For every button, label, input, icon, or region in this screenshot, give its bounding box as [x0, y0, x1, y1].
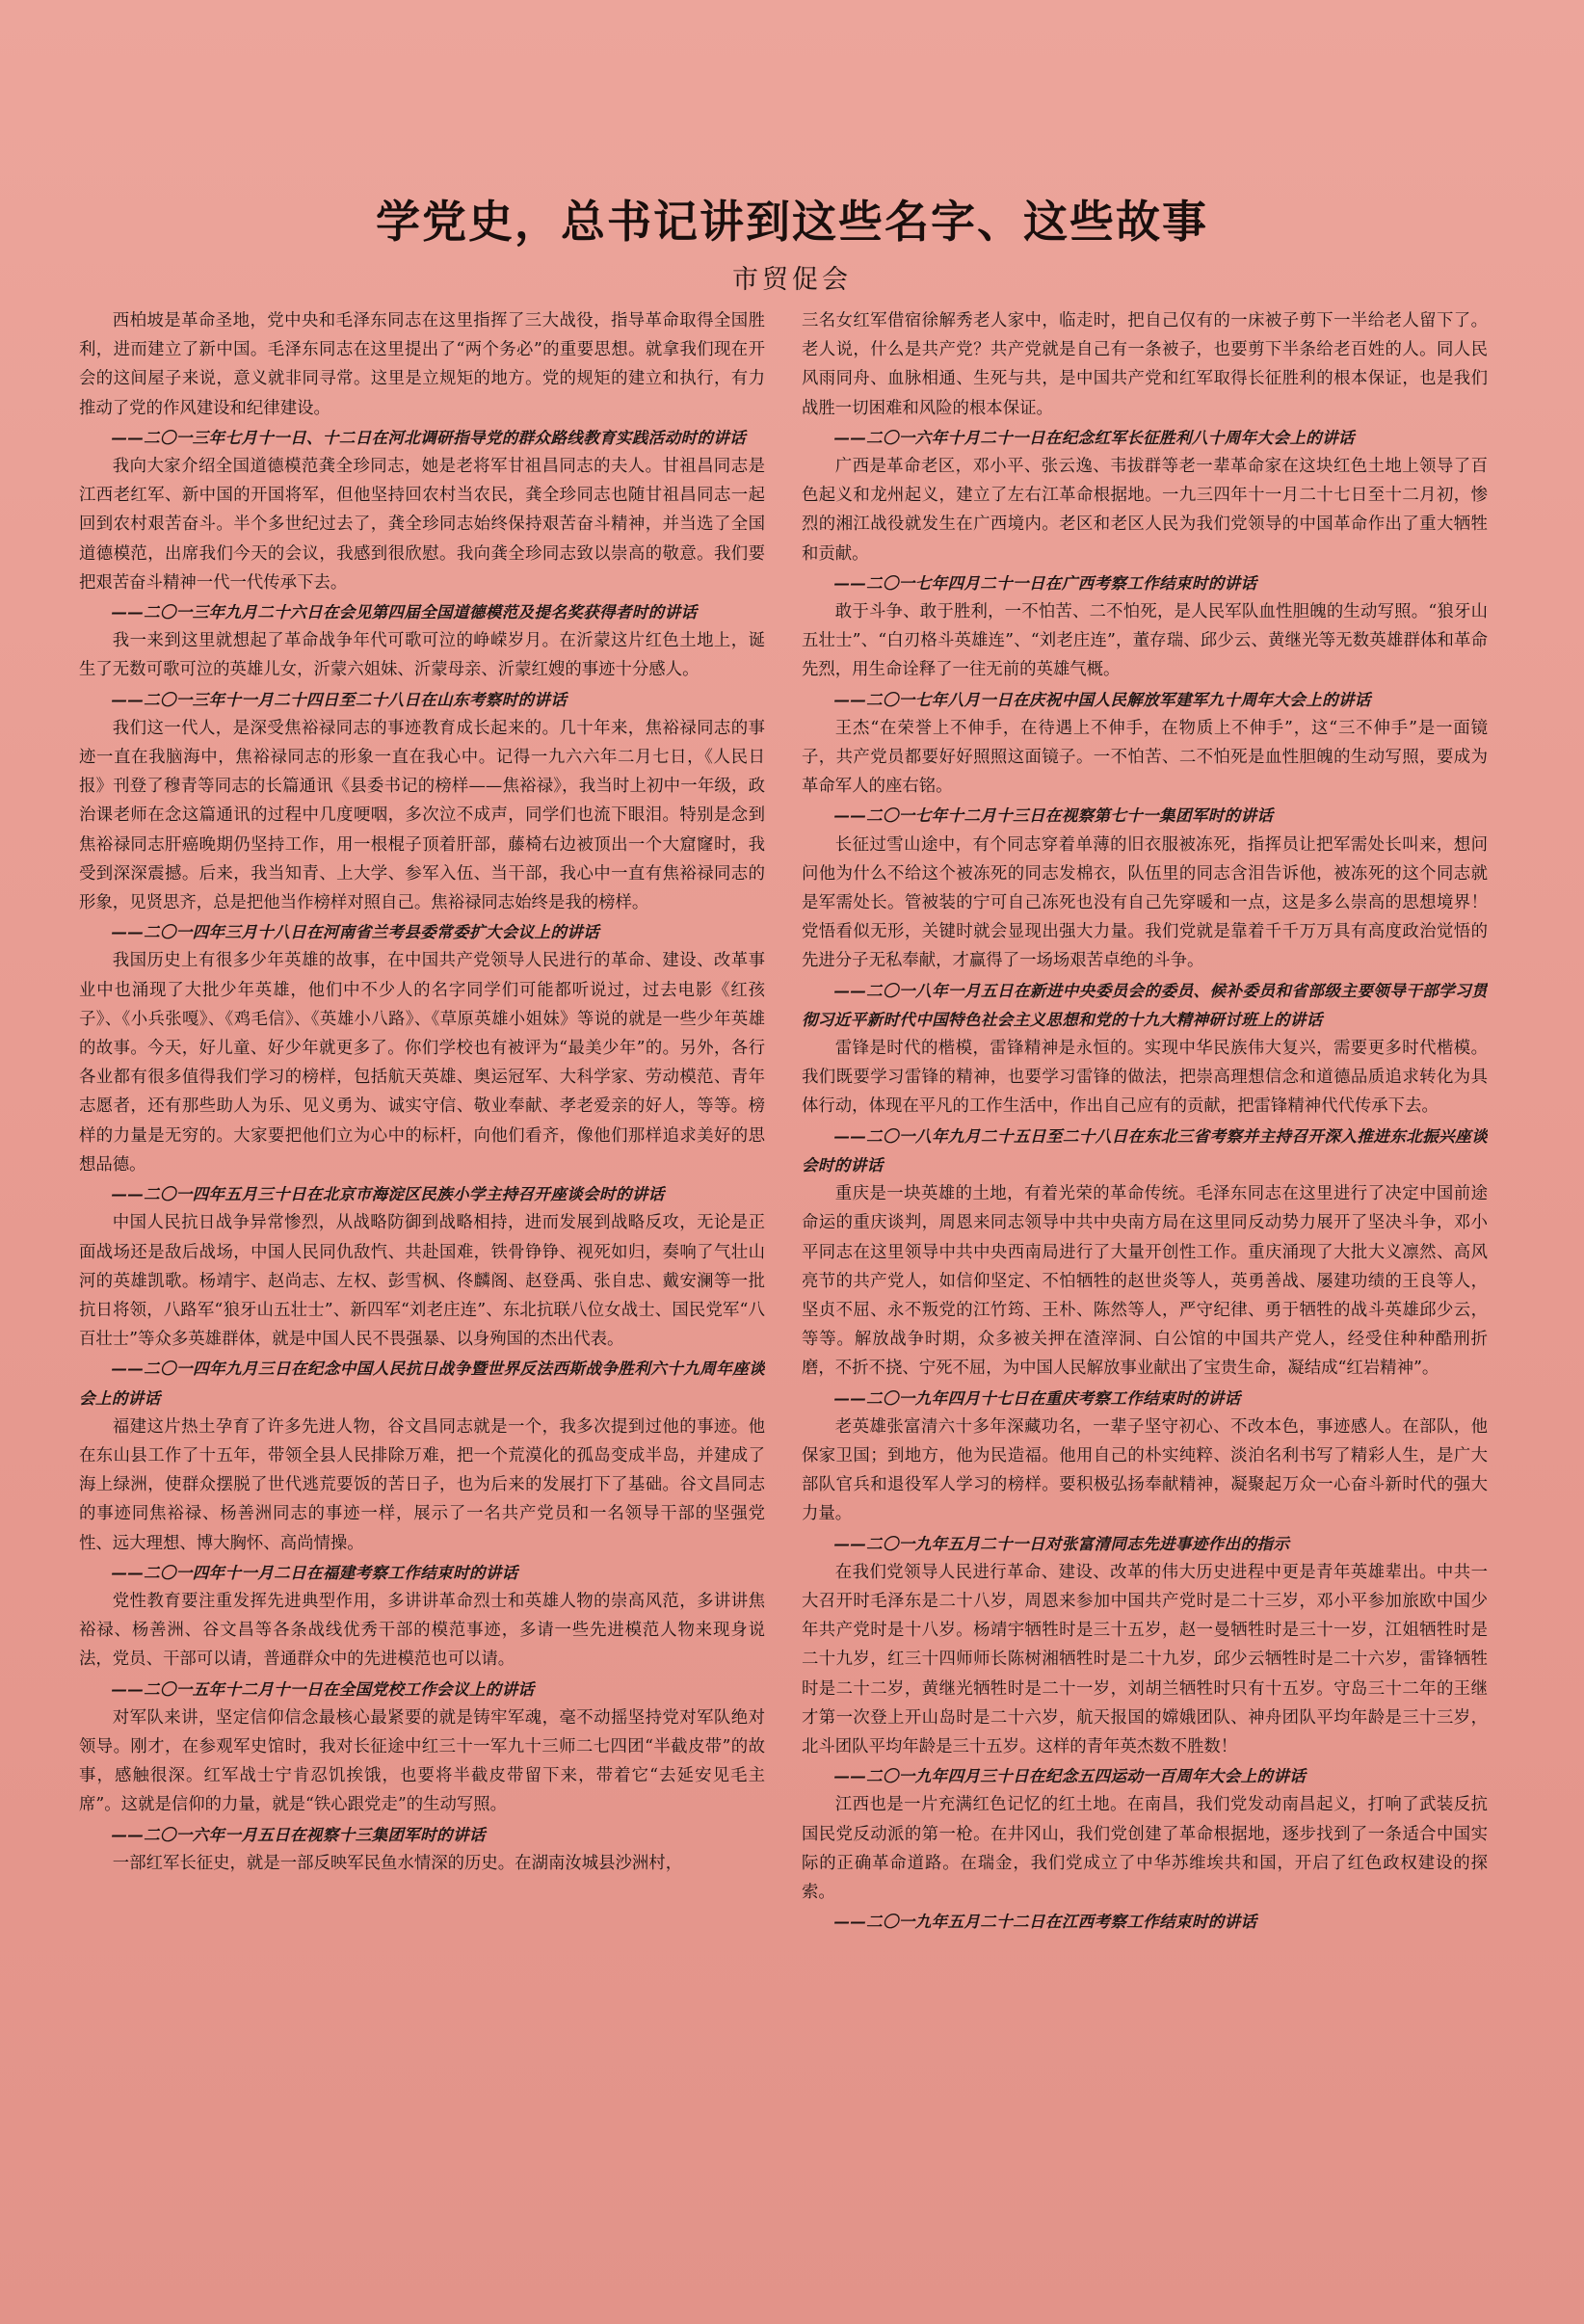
paragraph: 广西是革命老区，邓小平、张云逸、韦拔群等老一辈革命家在这块红色土地上领导了百色起义和龙州起义，建立了左右江革命根据地。一九三四年十一月二十七日至十二月初，惨烈的湘江战役就发生在广西境内。老区和老区人民为我们党领导的中国革命作出了重大牺牲和贡献。: [802, 457, 1488, 564]
paragraph: 一部红军长征史，就是一部反映军民鱼水情深的历史。在湖南汝城县沙洲村，: [112, 1853, 683, 1873]
paragraph: 在我们党领导人民进行革命、建设、改革的伟大历史进程中更是青年英雄辈出。中共一大召开时毛泽东是二十八岁，周恩来参加中国共产党时是二十三岁，邓小平参加旅欧中国少年共产党时是十八岁。杨靖宇牺牲时是三十五岁，赵一曼牺牲时是三十一岁，江姐牺牲时是二十九岁，红三十四师师长陈树湘牺牲时是二十九岁，邱少云牺牲时是二十六岁，雷锋牺牲时是二十二岁，黄继光牺牲时是二十一岁，刘胡兰牺牲时只有十五岁。守岛三十二年的王继才第一次登上开山岛时是二十六岁，航天报国的嫦娥团队、神舟团队平均年龄是三十三岁，北斗团队平均年龄是三十五岁。这样的青年英杰数不胜数！: [802, 1562, 1488, 1756]
paragraph: 福建这片热土孕育了许多先进人物，谷文昌同志就是一个，我多次提到过他的事迹。他在东山县工作了十五年，带领全县人民排除万难，把一个荒漠化的孤岛变成半岛，并建成了海上绿洲，使群众摆脱了世代逃荒要饭的苦日子，也为后来的发展打下了基础。谷文昌同志的事迹同焦裕禄、杨善洲同志的事迹一样，展示了一名共产党员和一名领导干部的坚强党性、远大理想、博大胸怀、高尚情操。: [79, 1416, 765, 1553]
speech-source: ——二〇一五年十二月十一日在全国党校工作会议上的讲话: [111, 1678, 535, 1699]
speech-source: ——二〇一七年十二月十三日在视察第七十一集团军时的讲话: [833, 805, 1274, 826]
speech-source: ——二〇一七年四月二十一日在广西考察工作结束时的讲话: [833, 572, 1257, 593]
speech-source: ——二〇一九年四月三十日在纪念五四运动一百周年大会上的讲话: [833, 1766, 1307, 1786]
paragraph: 重庆是一块英雄的土地，有着光荣的革命传统。毛泽东同志在这里进行了决定中国前途命运的重庆谈判，周恩来同志领导中共中央南方局在这里同反动势力展开了坚决斗争，邓小平同志在这里领导中共中央西南局进行了大量开创性工作。重庆涌现了大批大义凛然、高风亮节的共产党人，如信仰坚定、不怕牺牲的赵世炎等人，英勇善战、屡建功绩的王良等人，坚贞不屈、永不叛党的江竹筠、王朴、陈然等人，严守纪律、勇于牺牲的战斗英雄邱少云，等等。解放战争时期，众多被关押在渣滓洞、白公馆的中国共产党人，经受住种种酷刑折磨，不折不挠、宁死不屈，为中国人民解放事业献出了宝贵生命，凝结成“红岩精神”。: [802, 1184, 1488, 1379]
speech-source: ——二〇一六年一月五日在视察十三集团军时的讲话: [111, 1824, 486, 1844]
speech-source: ——二〇一八年一月五日在新进中央委员会的委员、候补委员和省部级主要领导干部学习贯彻习近平新时代中国特色社会主义思想和党的十九大精神研讨班上的讲话: [802, 980, 1488, 1029]
paragraph: 江西也是一片充满红色记忆的红土地。在南昌，我们党发动南昌起义，打响了武装反抗国民党反动派的第一枪。在井冈山，我们党创建了革命根据地，逐步找到了一条适合中国实际的正确革命道路。在瑞金，我们党成立了中华苏维埃共和国，开启了红色政权建设的探索。: [802, 1795, 1488, 1902]
speech-source: ——二〇一八年九月二十五日至二十八日在东北三省考察并主持召开深入推进东北振兴座谈会时的讲话: [802, 1125, 1488, 1175]
speech-source: ——二〇一六年十月二十一日在纪念红军长征胜利八十周年大会上的讲话: [833, 427, 1355, 447]
paragraph: 西柏坡是革命圣地，党中央和毛泽东同志在这里指挥了三大战役，指导革命取得全国胜利，进而建立了新中国。毛泽东同志在这里提出了“两个务必”的重要思想。就拿我们现在开会的这间屋子来说，意义就非同寻常。这里是立规矩的地方。党的规矩的建立和执行，有力推动了党的作风建设和纪律建设。: [79, 311, 765, 418]
paragraph: 我向大家介绍全国道德模范龚全珍同志，她是老将军甘祖昌同志的夫人。甘祖昌同志是江西老红军、新中国的开国将军，但他坚持回农村当农民，龚全珍同志也随甘祖昌同志一起回到农村艰苦奋斗。半个多世纪过去了，龚全珍同志始终保持艰苦奋斗精神，并当选了全国道德模范，出席我们今天的会议，我感到很欣慰。我向龚全珍同志致以崇高的敬意。我们要把艰苦奋斗精神一代一代传承下去。: [79, 457, 765, 593]
paragraph: 我们这一代人，是深受焦裕禄同志的事迹教育成长起来的。几十年来，焦裕禄同志的事迹一直在我脑海中，焦裕禄同志的形象一直在我心中。记得一九六六年二月七日，《人民日报》刊登了穆青等同志的长篇通讯《县委书记的榜样——焦裕禄》，我当时上初中一年级，政治课老师在念这篇通讯的过程中几度哽咽，多次泣不成声，同学们也流下眼泪。特别是念到焦裕禄同志肝癌晚期仍坚持工作，用一根棍子顶着肝部，藤椅右边被顶出一个大窟窿时，我受到深深震撼。后来，我当知青、上大学、参军入伍、当干部，我心中一直有焦裕禄同志的形象，见贤思齐，总是把他当作榜样对照自己。焦裕禄同志始终是我的榜样。: [79, 718, 765, 913]
paragraph: 我一来到这里就想起了革命战争年代可歌可泣的峥嵘岁月。在沂蒙这片红色土地上，诞生了无数可歌可泣的英雄儿女，沂蒙六姐妹、沂蒙母亲、沂蒙红嫂的事迹十分感人。: [79, 631, 765, 680]
speech-source: ——二〇一四年三月十八日在河南省兰考县委常委扩大会议上的讲话: [111, 922, 599, 942]
paragraph: 我国历史上有很多少年英雄的故事，在中国共产党领导人民进行的革命、建设、改革事业中也涌现了大批少年英雄，他们中不少人的名字同学们可能都听说过，过去电影《红孩子》、《小兵张嘎》、《鸡毛信》、《英雄小八路》、《草原英雄小姐妹》等说的就是一些少年英雄的故事。今天，好儿童、好少年就更多了。你们学校也有被评为“最美少年”的。另外，各行各业都有很多值得我们学习的榜样，包括航天英雄、奥运冠军、大科学家、劳动模范、青年志愿者，还有那些助人为乐、见义勇为、诚实守信、敬业奉献、孝老爱亲的好人，等等。榜样的力量是无穷的。大家要把他们立为心中的标杆，向他们看齐，像他们那样追求美好的思想品德。: [79, 951, 765, 1175]
speech-source: ——二〇一四年五月三十日在北京市海淀区民族小学主持召开座谈会时的讲话: [111, 1184, 665, 1204]
article-author: 市贸促会: [732, 265, 852, 295]
article-title: 学党史，总书记讲到这些名字、这些故事: [376, 196, 1208, 248]
speech-source: ——二〇一三年十一月二十四日至二十八日在山东考察时的讲话: [111, 689, 568, 709]
paragraph: 对军队来讲，坚定信仰信念最核心最紧要的就是铸牢军魂，毫不动摇坚持党对军队绝对领导。刚才，在参观军史馆时，我对长征途中红三十一军九十三师二七四团“半截皮带”的故事，感触很深。红军战士宁肯忍饥挨饿，也要将半截皮带留下来，带着它“去延安见毛主席”。这就是信仰的力量，就是“铁心跟党走”的生动写照。: [79, 1707, 765, 1815]
paragraph: 长征过雪山途中，有个同志穿着单薄的旧衣服被冻死，指挥员让把军需处长叫来，想问问他为什么不给这个被冻死的同志发棉衣，队伍里的同志含泪告诉他，被冻死的这个同志就是军需处长。管被装的宁可自己冻死也没有自己先穿暖和一点，这是多么崇高的思想境界！党悟看似无形，关键时就会显现出强大力量。我们党就是靠着千千万万具有高度政治觉悟的先进分子无私奉献，才赢得了一场场艰苦卓绝的斗争。: [802, 834, 1488, 971]
paragraph: 敢于斗争、敢于胜利，一不怕苦、二不怕死，是人民军队血性胆魄的生动写照。“狼牙山五壮士”、“白刃格斗英雄连”、“刘老庄连”，董存瑞、邱少云、黄继光等无数英雄群体和革命先烈，用生命诠释了一往无前的英雄气概。: [802, 602, 1488, 680]
paragraph: 中国人民抗日战争异常惨烈，从战略防御到战略相持，进而发展到战略反攻，无论是正面战场还是敌后战场，中国人民同仇敌忾、共赴国难，铁骨铮铮、视死如归，奏响了气壮山河的英雄凯歌。杨靖宇、赵尚志、左权、彭雪枫、佟麟阁、赵登禹、张自忠、戴安澜等一批抗日将领，八路军“狼牙山五壮士”、新四军“刘老庄连”、东北抗联八位女战士、国民党军“八百壮士”等众多英雄群体，就是中国人民不畏强暴、以身殉国的杰出代表。: [79, 1213, 765, 1350]
paragraph: 老英雄张富清六十多年深藏功名，一辈子坚守初心、不改本色，事迹感人。在部队，他保家卫国；到地方，他为民造福。他用自己的朴实纯粹、淡泊名利书写了精彩人生，是广大部队官兵和退役军人学习的榜样。要积极弘扬奉献精神，凝聚起万众一心奋斗新时代的强大力量。: [802, 1416, 1488, 1524]
speech-source: ——二〇一四年十一月二日在福建考察工作结束时的讲话: [111, 1562, 518, 1582]
speech-source: ——二〇一九年四月十七日在重庆考察工作结束时的讲话: [833, 1387, 1241, 1408]
paragraph: 雷锋是时代的楷模，雷锋精神是永恒的。实现中华民族伟大复兴，需要更多时代楷模。我们既要学习雷锋的精神，也要学习雷锋的做法，把崇高理想信念和道德品质追求转化为具体行动，体现在平凡的工作生活中，作出自己应有的贡献，把雷锋精神代代传承下去。: [802, 1039, 1488, 1117]
speech-source: ——二〇一九年五月二十一日对张富清同志先进事迹作出的指示: [833, 1533, 1290, 1553]
left-column: [79, 306, 765, 2262]
speech-source: ——二〇一四年九月三日在纪念中国人民抗日战争暨世界反法西斯战争胜利六十九周年座谈会上的讲话: [79, 1359, 765, 1408]
speech-source: ——二〇一三年七月十一日、十二日在河北调研指导党的群众路线教育实践活动时的讲话: [111, 427, 747, 447]
speech-source: ——二〇一九年五月二十二日在江西考察工作结束时的讲话: [833, 1912, 1257, 1932]
paragraph: 王杰“在荣誉上不伸手，在待遇上不伸手，在物质上不伸手”，这“三不伸手”是一面镜子，共产党员都要好好照照这面镜子。一不怕苦、二不怕死是血性胆魄的生动写照，要成为革命军人的座右铭。: [802, 718, 1488, 797]
speech-source: ——二〇一三年九月二十六日在会见第四届全国道德模范及提名奖获得者时的讲话: [111, 602, 698, 622]
paragraph-continued: 三名女红军借宿徐解秀老人家中，临走时，把自己仅有的一床被子剪下一半给老人留下了。老人说，什么是共产党？共产党就是自己有一条被子，也要剪下半条给老百姓的人。同人民风雨同舟、血脉相通、生死与共，是中国共产党和红军取得长征胜利的根本保证，也是我们战胜一切困难和风险的根本保证。: [802, 311, 1488, 418]
right-column: [802, 306, 1488, 2262]
speech-source: ——二〇一七年八月一日在庆祝中国人民解放军建军九十周年大会上的讲话: [833, 689, 1371, 709]
paragraph: 党性教育要注重发挥先进典型作用，多讲讲革命烈士和英雄人物的崇高风范，多讲讲焦裕禄、杨善洲、谷文昌等各条战线优秀干部的模范事迹，多请一些先进模范人物来现身说法，党员、干部可以请，普通群众中的先进模范也可以请。: [79, 1591, 765, 1670]
